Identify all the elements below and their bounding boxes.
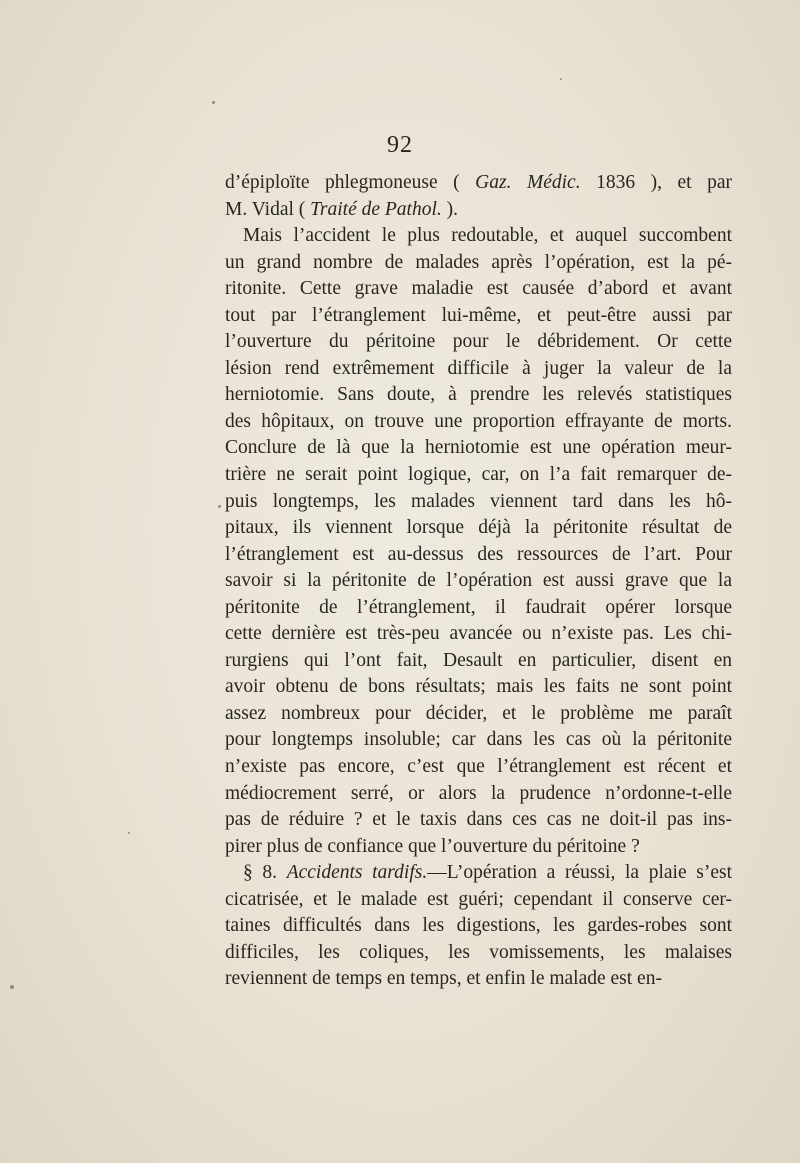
text-line: [225, 329, 732, 356]
text-line: [225, 542, 732, 569]
text-line: [225, 223, 732, 250]
text-run: avoir obtenu de bons résultats; mais les faits ne sont point: [225, 676, 732, 698]
text-run: d’épiploïte phlegmoneuse (: [225, 172, 476, 193]
text-line: [225, 807, 732, 834]
text-run: ritonite. Cette grave maladie est causée d’abord et avant: [225, 278, 732, 300]
paper-speck: [560, 78, 562, 80]
text-line: [225, 250, 732, 277]
text-run: trière ne serait point logique, car, on l’a fait remarquer de-: [225, 464, 732, 486]
text-run: pitaux, ils viennent lorsque déjà la péritonite résultat de: [225, 517, 732, 539]
text-line: [225, 887, 732, 914]
text-line: [225, 674, 732, 701]
text-run: § 8.: [243, 862, 287, 884]
text-run: l’ouverture du péritoine pour le débridement. Or cette: [225, 331, 732, 353]
text-run: cette dernière est très-peu avancée ou n’existe pas. Les chi-: [225, 623, 732, 645]
text-line: [225, 834, 732, 861]
paper-speck: [10, 985, 14, 989]
text-line: [225, 940, 732, 967]
text-run: pour longtemps insoluble; car dans les cas où la péritonite: [225, 729, 732, 751]
text-line: [225, 860, 732, 887]
text-run: pas de réduire ? et le taxis dans ces cas ne doit-il pas ins-: [225, 809, 732, 831]
italic-text: Gaz. Médic.: [475, 172, 581, 193]
text-run: 1836 ), et par: [580, 172, 733, 193]
text-line: [225, 621, 732, 648]
text-line: [225, 913, 732, 940]
text-run: puis longtemps, les malades viennent tard dans les hô-: [225, 490, 732, 512]
page-number: 92: [387, 132, 413, 158]
paper-speck: [128, 832, 130, 834]
body-text: [225, 170, 732, 993]
text-run: médiocrement serré, or alors la prudence n’ordonne-t-elle: [225, 782, 732, 804]
text-run: cicatrisée, et le malade est guéri; cependant il conserve cer-: [225, 888, 732, 910]
text-run: l’étranglement est au-dessus des ressources de l’art. Pour: [225, 543, 732, 565]
text-line: [225, 382, 732, 409]
text-run: —L’opération a réussi, la plaie s’est: [427, 862, 732, 884]
text-run: Mais l’accident le plus redoutable, et auquel succombent: [243, 225, 732, 247]
text-run: savoir si la péritonite de l’opération est aussi grave que la: [225, 570, 732, 592]
text-run: reviennent de temps en temps, et enfin le malade est en-: [225, 968, 662, 990]
text-run: Conclure de là que la herniotomie est une opération meur-: [225, 437, 732, 459]
paper-speck: [212, 101, 215, 104]
text-line: [225, 754, 732, 781]
paper-speck: [218, 505, 221, 508]
text-line: [225, 489, 732, 516]
text-run: lésion rend extrêmement difficile à juger la valeur de la: [225, 357, 732, 379]
text-run: taines difficultés dans les digestions, les gardes-robes sont: [225, 915, 732, 937]
text-line: [225, 197, 732, 224]
text-run: n’existe pas encore, c’est que l’étranglement est récent et: [225, 756, 732, 778]
text-line: [225, 303, 732, 330]
text-line: [225, 781, 732, 808]
text-line: [225, 568, 732, 595]
text-run: pirer plus de confiance que l’ouverture du péritoine ?: [225, 835, 640, 857]
text-line: [225, 515, 732, 542]
text-run: assez nombreux pour décider, et le problème me paraît: [225, 702, 732, 724]
text-line: [225, 409, 732, 436]
text-line: [225, 648, 732, 675]
text-line: [225, 701, 732, 728]
italic-text: Accidents tardifs.: [286, 862, 428, 884]
text-line: [225, 276, 732, 303]
text-line: [225, 966, 732, 993]
text-line: [225, 170, 732, 197]
text-run: M. Vidal (: [225, 198, 311, 220]
text-run: herniotomie. Sans doute, à prendre les relevés statistiques: [225, 384, 732, 406]
text-run: ).: [441, 198, 459, 220]
text-line: [225, 595, 732, 622]
text-run: tout par l’étranglement lui-même, et peut-être aussi par: [225, 304, 732, 326]
text-run: des hôpitaux, on trouve une proportion effrayante de morts.: [225, 410, 732, 432]
text-line: [225, 462, 732, 489]
text-line: [225, 435, 732, 462]
italic-text: Traité de Pathol.: [310, 198, 442, 220]
text-run: péritonite de l’étranglement, il faudrait opérer lorsque: [225, 596, 732, 618]
text-line: [225, 727, 732, 754]
text-run: rurgiens qui l’ont fait, Desault en particulier, disent en: [225, 649, 732, 671]
text-line: [225, 356, 732, 383]
text-run: un grand nombre de malades après l’opération, est la pé-: [225, 251, 732, 273]
text-run: difficiles, les coliques, les vomissements, les malaises: [225, 941, 732, 963]
